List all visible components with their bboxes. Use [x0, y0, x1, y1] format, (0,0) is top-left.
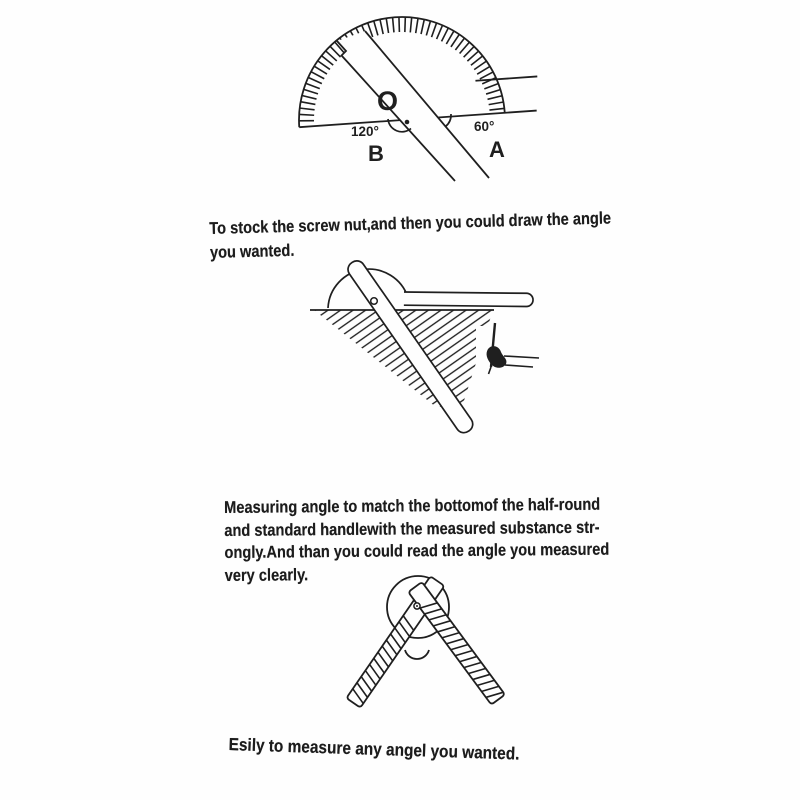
caption-line: Measuring angle to match the bottomof the half-round — [224, 494, 601, 517]
tick-line — [309, 77, 322, 85]
tick-line — [311, 71, 324, 80]
tick-line — [445, 31, 454, 44]
caption-line: ongly.And than you could read the angle you measured — [224, 539, 610, 562]
tick-line — [386, 19, 388, 33]
figure-measure-angle — [346, 576, 505, 708]
right-leg — [408, 582, 505, 705]
angle-smile-arc — [405, 650, 429, 659]
tick-line — [404, 18, 406, 32]
tick-line — [474, 61, 487, 69]
tick-line — [477, 67, 490, 75]
tick-line — [487, 96, 501, 99]
label-origin: O — [377, 86, 399, 116]
base-arm — [404, 292, 533, 307]
tick-line — [304, 89, 318, 95]
figure-draw-angle-on-surface — [310, 258, 539, 436]
tick-line — [374, 21, 378, 35]
tick-line — [306, 83, 320, 90]
tick-line — [489, 108, 503, 110]
tick-line — [409, 18, 412, 32]
tick-line — [398, 18, 400, 32]
tick-line — [489, 102, 503, 105]
label-angle-60: 60° — [474, 119, 495, 134]
caption-line: you wanted. — [209, 240, 295, 262]
tick-line — [302, 95, 316, 100]
caption-line: very clearly. — [224, 564, 309, 585]
pivot-dot — [405, 120, 410, 125]
tick-line — [479, 72, 493, 79]
pivot-screw-icon — [371, 298, 378, 305]
tick-line — [300, 107, 314, 111]
caption-step-2 — [224, 494, 610, 587]
caption-line: Esily to measure any angel you wanted. — [228, 734, 520, 764]
tick-line — [300, 113, 314, 116]
tick-line — [300, 120, 314, 122]
pivot-dot — [416, 605, 418, 607]
tick-line — [436, 26, 444, 39]
tick-line — [431, 23, 438, 37]
label-point-b: B — [368, 141, 384, 166]
tick-line — [415, 19, 419, 33]
tick-line — [484, 84, 498, 89]
figure-protractor-draw-angle — [292, 8, 540, 181]
tick-line — [441, 28, 449, 41]
tick-line — [301, 101, 315, 106]
tick-line — [380, 20, 383, 34]
tick-line — [420, 20, 425, 34]
label-point-a: A — [489, 137, 505, 162]
tick-line — [486, 90, 500, 94]
caption-line: To stock the screw nut,and then you could draw the angle — [209, 208, 612, 238]
tick-line — [393, 18, 394, 32]
tick-line — [425, 21, 431, 35]
label-angle-120: 120° — [351, 124, 379, 139]
caption-line: and standard handlewith the measured substance str- — [224, 517, 600, 540]
